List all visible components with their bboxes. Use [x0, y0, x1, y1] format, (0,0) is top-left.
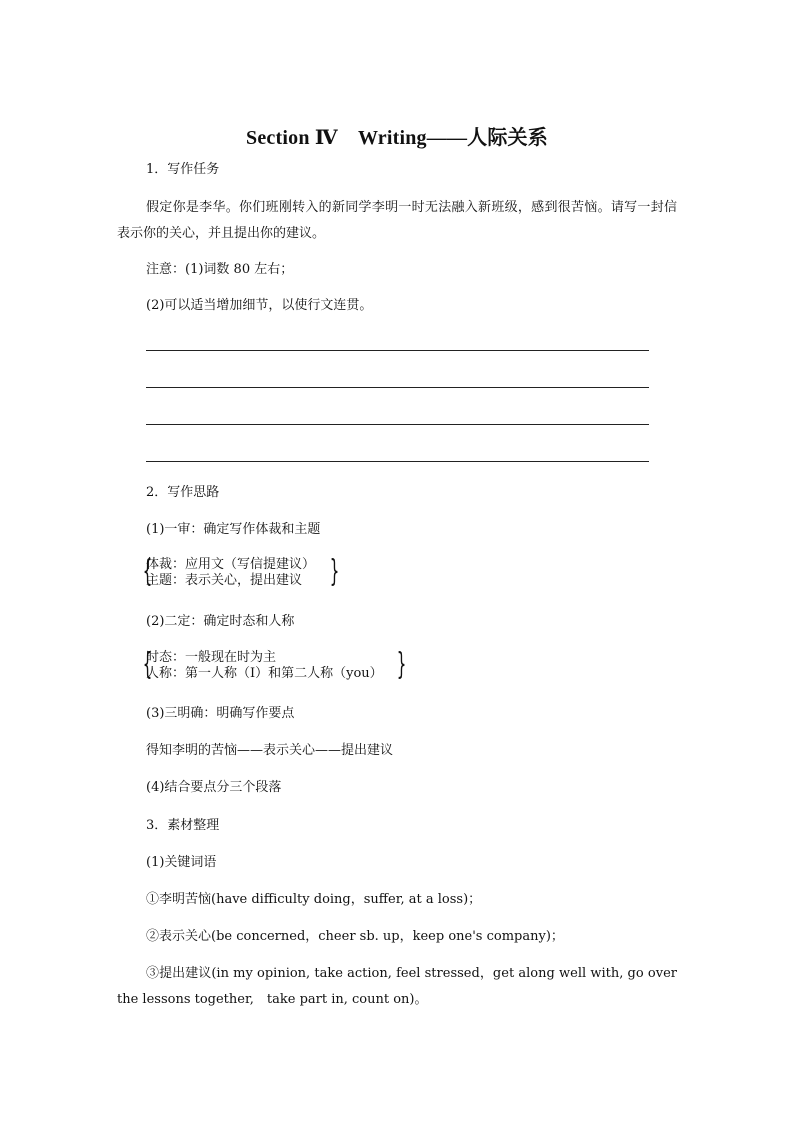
answer-line-2[interactable] — [146, 387, 649, 388]
answer-line-4[interactable] — [146, 461, 649, 462]
left-brace-icon: { — [142, 554, 153, 589]
tense-item: 时态：一般现在时为主 — [146, 650, 277, 665]
key-words-item-3: ③提出建议(in my opinion, take action, feel stressed，get along well with, go over the lessons together, take part in, count on)。 — [117, 966, 677, 1007]
note-details: (2)可以适当增加细节，以使行文连贯。 — [146, 298, 373, 313]
key-words-subheading: (1)关键词语 — [146, 855, 217, 870]
page-title: Section Ⅳ Writing——人际关系 — [246, 127, 548, 149]
section-3-heading: 3．素材整理 — [146, 818, 220, 833]
left-brace-icon: { — [142, 647, 153, 682]
step-2-title: (2)二定：确定时态和人称 — [146, 614, 295, 629]
writing-task-prompt: 假定你是李华。你们班刚转入的新同学李明一时无法融入新班级，感到很苦恼。请写一封信表示你的关心，并且提出你的建议。 — [117, 200, 677, 241]
section-1-heading: 1．写作任务 — [146, 162, 220, 177]
key-words-item-2: ②表示关心(be concerned，cheer sb. up，keep one's company)； — [146, 929, 564, 944]
step-1-title: (1)一审：确定写作体裁和主题 — [146, 522, 321, 537]
note-word-count: 注意：(1)词数 80 左右； — [146, 262, 294, 277]
right-brace-icon: } — [329, 554, 340, 589]
person-item: 人称：第一人称（I）和第二人称（you） — [146, 666, 383, 681]
answer-line-1[interactable] — [146, 350, 649, 351]
step-3-title: (3)三明确：明确写作要点 — [146, 706, 295, 721]
step-3-detail: 得知李明的苦恼——表示关心——提出建议 — [146, 743, 394, 758]
step-2-brace-group — [142, 647, 407, 682]
step-1-brace-group — [142, 554, 340, 589]
theme-item: 主题：表示关心，提出建议 — [146, 573, 303, 588]
right-brace-icon: } — [396, 647, 407, 682]
step-4-title: (4)结合要点分三个段落 — [146, 780, 282, 795]
key-words-item-1: ①李明苦恼(have difficulty doing，suffer, at a loss)； — [146, 892, 482, 907]
genre-item: 体裁：应用文（写信提建议） — [146, 557, 316, 572]
section-2-heading: 2．写作思路 — [146, 485, 220, 500]
answer-line-3[interactable] — [146, 424, 649, 425]
